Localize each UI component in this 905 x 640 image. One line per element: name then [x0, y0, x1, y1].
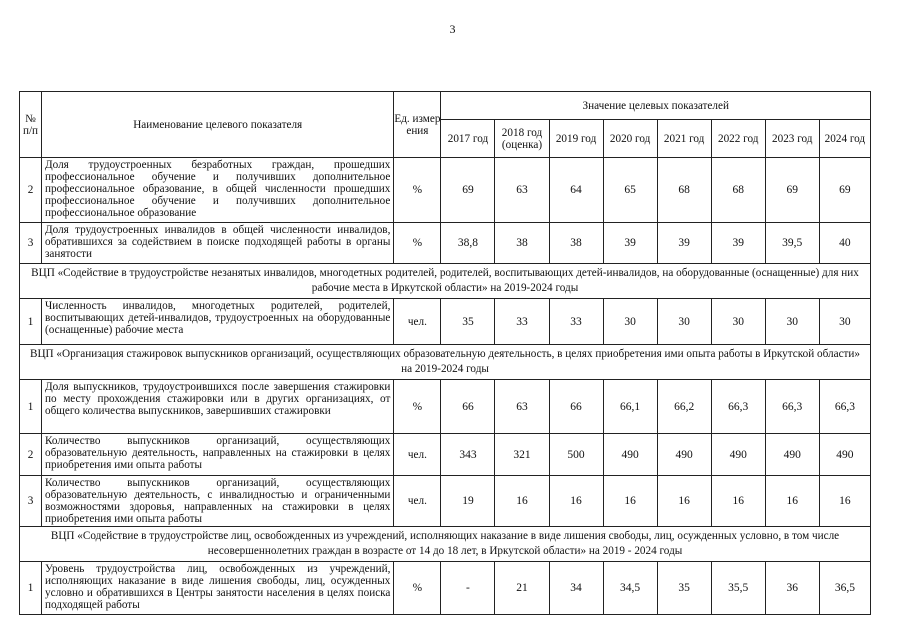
value-cell: 35 — [441, 299, 495, 345]
indicator-name: Уровень трудоустройства лиц, освобожденных из учреждений, исполняющих наказание в виде лишения свободы, лиц, осужденных условно и обратившихся в Центры занятости населения в целях поиска подходящей работы — [42, 562, 394, 615]
table-row — [20, 223, 871, 264]
value-cell: 38 — [549, 223, 603, 264]
value-cell: 490 — [603, 434, 657, 476]
row-num: 3 — [20, 223, 42, 264]
value-cell: 490 — [711, 434, 765, 476]
value-cell: 33 — [549, 299, 603, 345]
header-name: Наименование целевого показателя — [42, 92, 394, 158]
page-number: 3 — [449, 22, 456, 36]
unit-cell: чел. — [394, 434, 441, 476]
unit-cell: чел. — [394, 476, 441, 527]
value-cell: 30 — [657, 299, 711, 345]
value-cell: 16 — [495, 476, 549, 527]
header-year: 2024 год — [819, 120, 870, 158]
value-cell: 66 — [549, 380, 603, 434]
value-cell: 16 — [657, 476, 711, 527]
value-cell: 490 — [657, 434, 711, 476]
header-num: № п/п — [20, 92, 42, 158]
value-cell: 35,5 — [711, 562, 765, 615]
value-cell: 39 — [711, 223, 765, 264]
section-row — [20, 527, 871, 562]
row-num: 1 — [20, 380, 42, 434]
value-cell: 16 — [819, 476, 870, 527]
value-cell: 40 — [819, 223, 870, 264]
table-row — [20, 299, 871, 345]
row-num: 1 — [20, 562, 42, 615]
value-cell: 21 — [495, 562, 549, 615]
unit-cell: % — [394, 380, 441, 434]
section-title: ВЦП «Организация стажировок выпускников организаций, осуществляющих образовательную деятельность, в целях приобретения ими опыта работы в Иркутской области» на 2019-2024 годы — [20, 345, 871, 380]
indicator-name: Доля трудоустроенных безработных граждан, прошедших профессиональное обучение и получивших дополнительное профессиональное образование, в общей численности прошедших профессиональное обучение и получивших дополнительное профессиональное образование — [42, 158, 394, 223]
value-cell: 66,3 — [819, 380, 870, 434]
header-year: 2019 год — [549, 120, 603, 158]
value-cell: 68 — [711, 158, 765, 223]
indicator-name: Доля выпускников, трудоустроившихся после завершения стажировки по месту прохождения стажировки или в других организациях, от общего количества выпускников, завершивших стажировки — [42, 380, 394, 434]
value-cell: 19 — [441, 476, 495, 527]
row-num: 2 — [20, 158, 42, 223]
value-cell: 490 — [819, 434, 870, 476]
header-year: 2018 год (оценка) — [495, 120, 549, 158]
value-cell: 38 — [495, 223, 549, 264]
value-cell: 63 — [495, 380, 549, 434]
value-cell: 64 — [549, 158, 603, 223]
value-cell: 30 — [603, 299, 657, 345]
indicator-name: Количество выпускников организаций, осуществляющих образовательную деятельность, направленных на стажировки в целях приобретения ими опыта работы — [42, 434, 394, 476]
unit-cell: чел. — [394, 299, 441, 345]
value-cell: 36 — [765, 562, 819, 615]
value-cell: 16 — [765, 476, 819, 527]
unit-cell: % — [394, 223, 441, 264]
section-title: ВЦП «Содействие в трудоустройстве лиц, освобожденных из учреждений, исполняющих наказание в виде лишения свободы, лиц, осужденных условно, в том числе несовершеннолетних граждан в возрасте от 14 до 18 лет, в Иркутской области» на 2019 - 2024 годы — [20, 527, 871, 562]
header-year: 2017 год — [441, 120, 495, 158]
row-num: 2 — [20, 434, 42, 476]
header-year: 2021 год — [657, 120, 711, 158]
value-cell: 30 — [819, 299, 870, 345]
value-cell: 30 — [765, 299, 819, 345]
value-cell: 39 — [657, 223, 711, 264]
value-cell: 39,5 — [765, 223, 819, 264]
value-cell: 66,1 — [603, 380, 657, 434]
value-cell: 68 — [657, 158, 711, 223]
unit-cell: % — [394, 158, 441, 223]
value-cell: 30 — [711, 299, 765, 345]
indicator-name: Количество выпускников организаций, осуществляющих образовательную деятельность, с инвалидностью и ограниченными возможностями здоровья, направленных на стажировки в целях приобретения ими опыта работы — [42, 476, 394, 527]
row-num: 1 — [20, 299, 42, 345]
section-row — [20, 264, 871, 299]
indicator-name: Численность инвалидов, многодетных родителей, родителей, воспитывающих детей-инвалидов, трудоустроенных на оборудованные (оснащенные) рабочие места — [42, 299, 394, 345]
value-cell: 33 — [495, 299, 549, 345]
value-cell: 38,8 — [441, 223, 495, 264]
value-cell: 69 — [765, 158, 819, 223]
table-row — [20, 158, 871, 223]
row-num: 3 — [20, 476, 42, 527]
value-cell: 36,5 — [819, 562, 870, 615]
header-year: 2023 год — [765, 120, 819, 158]
indicators-table — [19, 91, 871, 615]
value-cell: - — [441, 562, 495, 615]
header-values-title: Значение целевых показателей — [441, 92, 871, 120]
value-cell: 16 — [549, 476, 603, 527]
value-cell: 63 — [495, 158, 549, 223]
value-cell: 34 — [549, 562, 603, 615]
value-cell: 69 — [819, 158, 870, 223]
value-cell: 39 — [603, 223, 657, 264]
value-cell: 321 — [495, 434, 549, 476]
table-row — [20, 562, 871, 615]
section-title: ВЦП «Содействие в трудоустройстве незанятых инвалидов, многодетных родителей, родителей, воспитывающих детей-инвалидов, на оборудованные (оснащенные) для них рабочие места в Иркутской области» на 2019-2024 годы — [20, 264, 871, 299]
value-cell: 500 — [549, 434, 603, 476]
value-cell: 66,2 — [657, 380, 711, 434]
header-year: 2020 год — [603, 120, 657, 158]
value-cell: 65 — [603, 158, 657, 223]
value-cell: 34,5 — [603, 562, 657, 615]
value-cell: 343 — [441, 434, 495, 476]
value-cell: 66,3 — [765, 380, 819, 434]
header-year: 2022 год — [711, 120, 765, 158]
table-row — [20, 380, 871, 434]
value-cell: 35 — [657, 562, 711, 615]
unit-cell: % — [394, 562, 441, 615]
value-cell: 490 — [765, 434, 819, 476]
value-cell: 66 — [441, 380, 495, 434]
header-unit: Ед. измер ения — [394, 92, 441, 158]
table-row — [20, 476, 871, 527]
value-cell: 16 — [711, 476, 765, 527]
indicator-name: Доля трудоустроенных инвалидов в общей численности инвалидов, обратившихся за содействием в поиске подходящей работы в органы занятости — [42, 223, 394, 264]
table-row — [20, 434, 871, 476]
value-cell: 66,3 — [711, 380, 765, 434]
section-row — [20, 345, 871, 380]
value-cell: 16 — [603, 476, 657, 527]
value-cell: 69 — [441, 158, 495, 223]
